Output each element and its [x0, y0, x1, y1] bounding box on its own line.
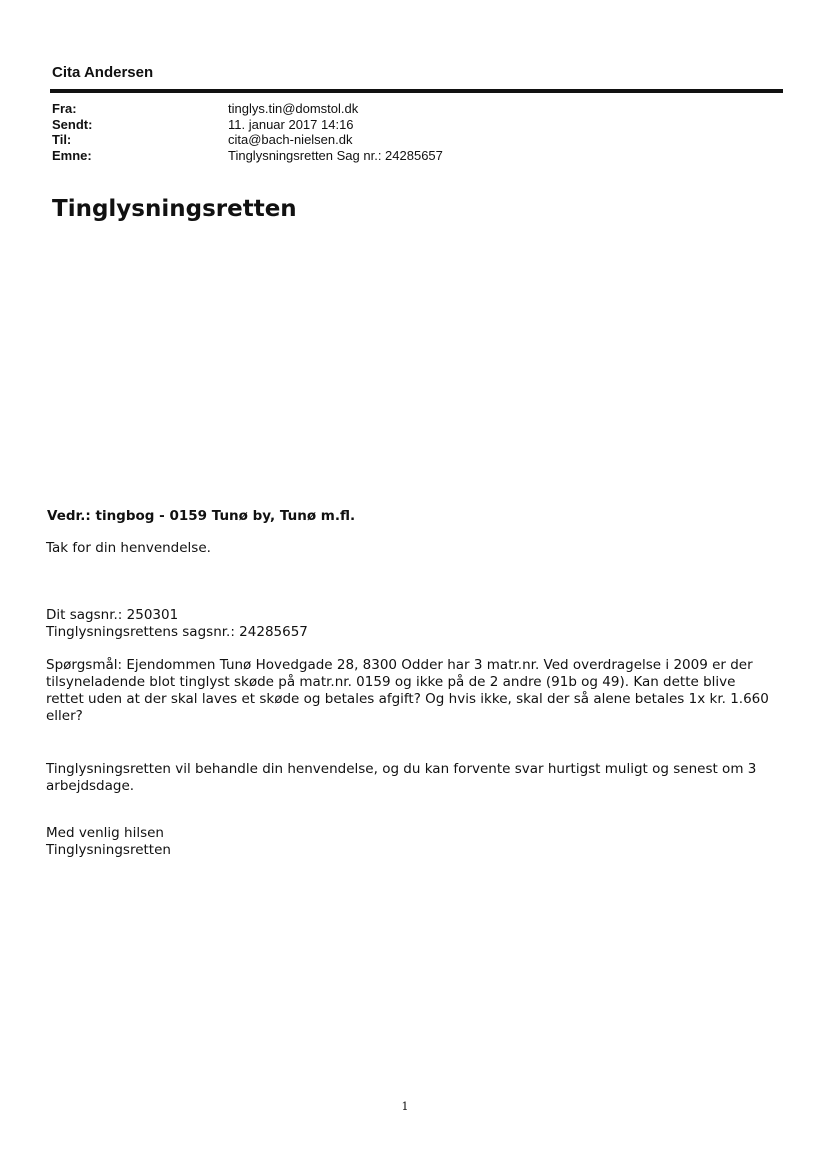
subject-label: Emne:: [52, 148, 92, 163]
subject-value: Tinglysningsretten Sag nr.: 24285657: [228, 148, 443, 163]
closing-greeting: Med venlig hilsen: [46, 825, 164, 841]
to-label: Til:: [52, 132, 72, 147]
case-number: Dit sagsnr.: 250301: [46, 607, 179, 623]
sent-value: 11. januar 2017 14:16: [228, 117, 354, 132]
signature: Tinglysningsretten: [46, 842, 171, 858]
regarding-line: Vedr.: tingbog - 0159 Tunø by, Tunø m.fl.: [47, 508, 356, 524]
question-text: Spørgsmål: Ejendommen Tunø Hovedgade 28, 8300 Odder har 3 matr.nr. Ved overdragelse i 2009 er der tilsyneladende blot tinglyst skøde på matr.nr. 0159 og ikke på de 2 andre (91b og 49). Kan dette blive rettet uden at der skal laves et skøde og betales afgift? Og hvis ikke, skal der så alene betales 1x kr. 1.660 eller?: [46, 657, 769, 724]
thanks-text: Tak for din henvendelse.: [46, 540, 211, 556]
sender-name: Cita Andersen: [52, 64, 154, 81]
from-label: Fra:: [52, 101, 77, 116]
court-title: Tinglysningsretten: [52, 196, 297, 222]
sent-label: Sendt:: [52, 117, 93, 132]
from-value: tinglys.tin@domstol.dk: [228, 101, 359, 116]
to-value: cita@bach-nielsen.dk: [228, 132, 353, 147]
court-case-number: Tinglysningsrettens sagsnr.: 24285657: [46, 624, 308, 640]
processing-notice: Tinglysningsretten vil behandle din henvendelse, og du kan forvente svar hurtigst muligt og senest om 3 arbejdsdage.: [46, 761, 757, 794]
header-divider: [50, 89, 783, 93]
page-number: 1: [401, 1100, 409, 1113]
